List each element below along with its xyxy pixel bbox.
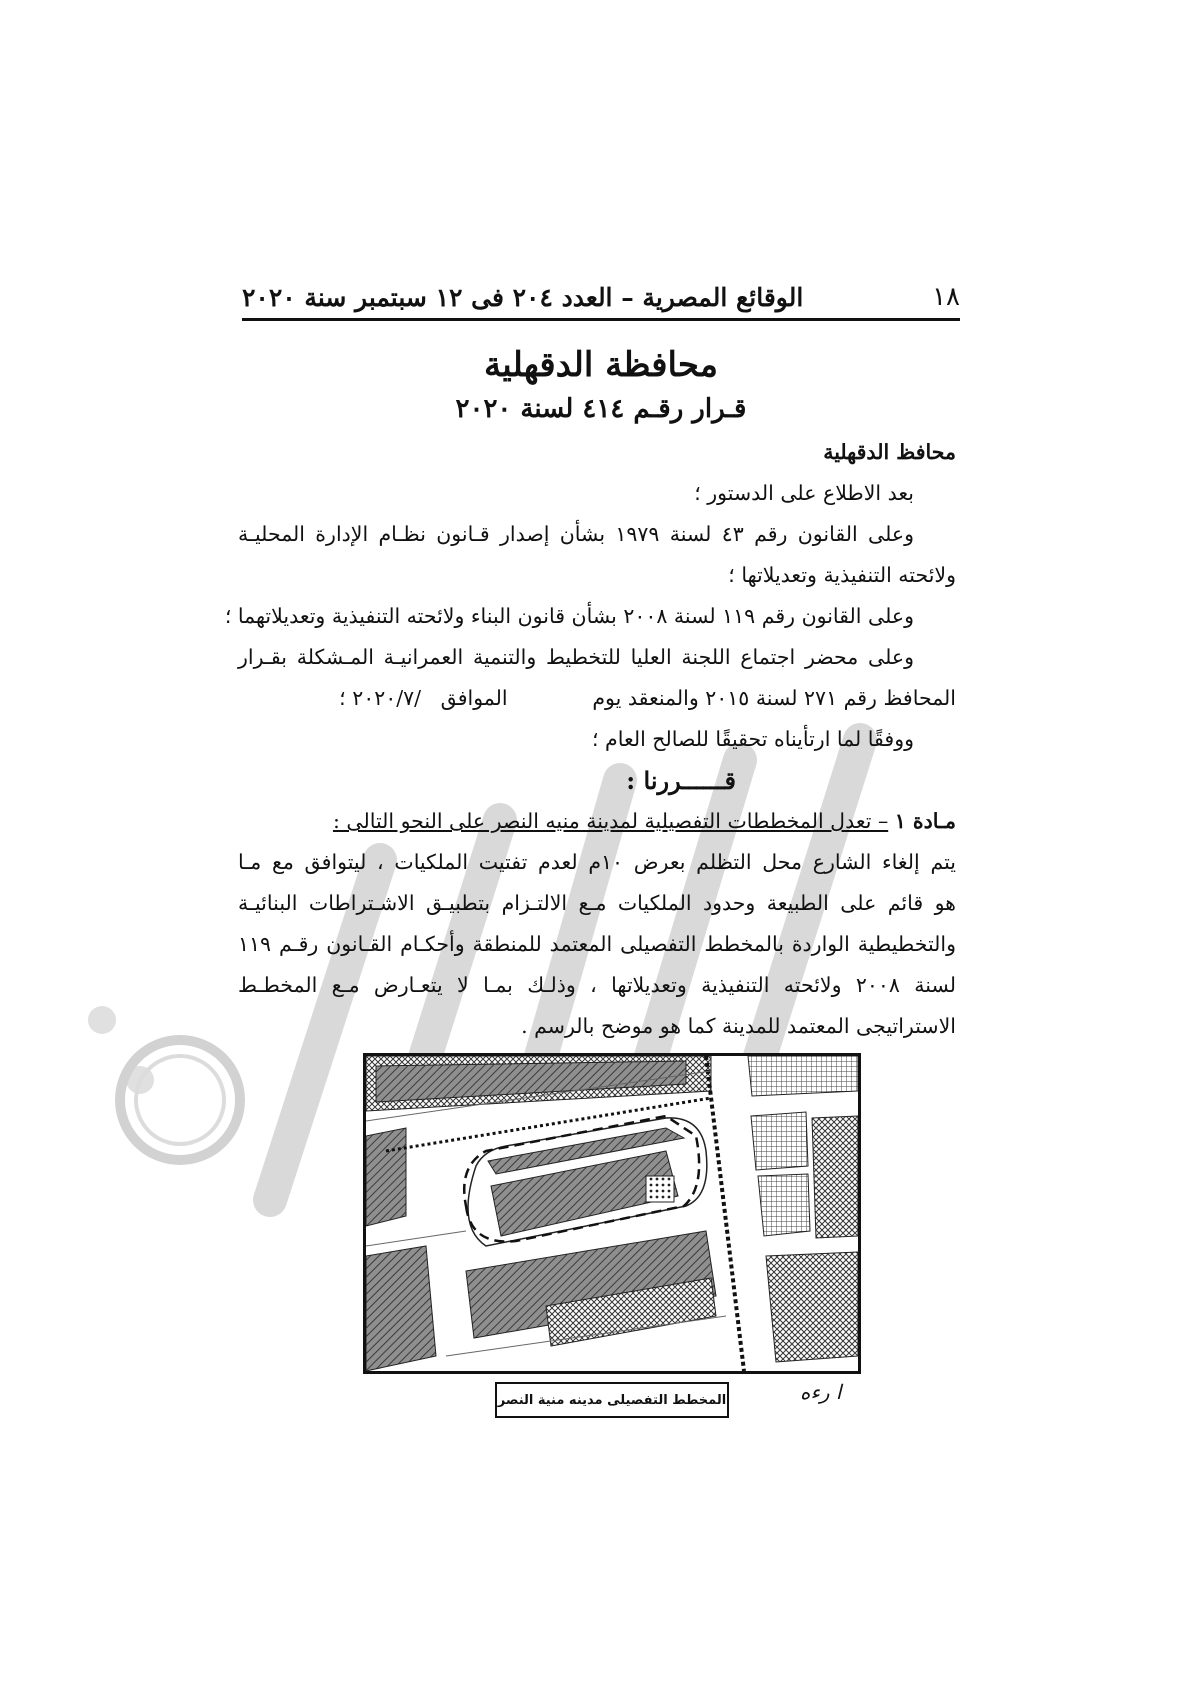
preamble-line: ووفقًا لما ارتأيناه تحقيقًا للصالح العام ؛	[591, 727, 914, 751]
article-heading	[238, 801, 956, 842]
header-rule	[242, 318, 960, 321]
article-line: لسنة ٢٠٠٨ ولائحته التنفيذية وتعديلاتها ، وذلـك بمـا لا يتعـارض مـع المخطـط	[238, 973, 956, 997]
journal-issue-line: الوقائع المصرية – العدد ٢٠٤ فى ١٢ سبتمبر سنة ٢٠٢٠	[242, 283, 804, 312]
decree-body	[224, 432, 956, 1047]
page-number: ١٨	[932, 282, 960, 312]
article-title: – تعدل المخططات التفصيلية لمدينة منيه النصر على النحو التالى :	[332, 809, 889, 833]
preamble-line: ولائحته التنفيذية وتعديلاتها ؛	[728, 563, 956, 587]
decree-title: قـرار رقـم ٤١٤ لسنة ٢٠٢٠	[455, 394, 747, 424]
preamble-line: وعلى القانون رقم ٤٣ لسنة ١٩٧٩ بشأن إصدار قـانون نظـام الإدارة المحليـة	[238, 522, 914, 546]
article-line: يتم إلغاء الشارع محل التظلم بعرض ١٠م لعدم تفتيت الملكيات ، ليتوافق مع مـا	[238, 850, 956, 874]
figure-caption: المخطط التفصيلى مدينه منية النصر	[495, 1382, 729, 1418]
detailed-plan-drawing	[366, 1056, 858, 1371]
preamble-line: وعلى محضر اجتماع اللجنة العليا للتخطيط والتنمية العمرانيـة المـشكلة بقـرار	[238, 645, 914, 669]
article-line: الاستراتيجى المعتمد للمدينة كما هو موضح بالرسم .	[521, 1014, 956, 1038]
article-line: والتخطيطية الواردة بالمخطط التفصيلى المعتمد للمنطقة وأحكـام القـانون رقـم ١١٩	[238, 932, 956, 956]
decided-heading: قــــــررنا :	[626, 766, 736, 795]
preamble-line: وعلى القانون رقم ١١٩ لسنة ٢٠٠٨ بشأن قانون البناء ولائحته التنفيذية وتعديلاتهما ؛	[224, 604, 914, 628]
issuer-line: محافظ الدقهلية	[823, 440, 956, 464]
article-line: هو قائم على الطبيعة وحدود الملكيات مـع الالتـزام بتطبيـق الاشـتراطات البنائيـة	[238, 891, 956, 915]
preamble-line: المحافظ رقم ٢٧١ لسنة ٢٠١٥ والمنعقد يوم الموافق /٢٠٢٠/٧ ؛	[339, 686, 956, 710]
handwritten-sheet-note: ا رءه	[800, 1380, 842, 1404]
page-header	[242, 270, 960, 312]
preamble-line: بعد الاطلاع على الدستور ؛	[694, 481, 914, 505]
governorate-title: محافظة الدقهلية	[483, 345, 719, 385]
article-label: مـادة ١	[894, 809, 956, 833]
plan-map-figure	[363, 1053, 861, 1374]
